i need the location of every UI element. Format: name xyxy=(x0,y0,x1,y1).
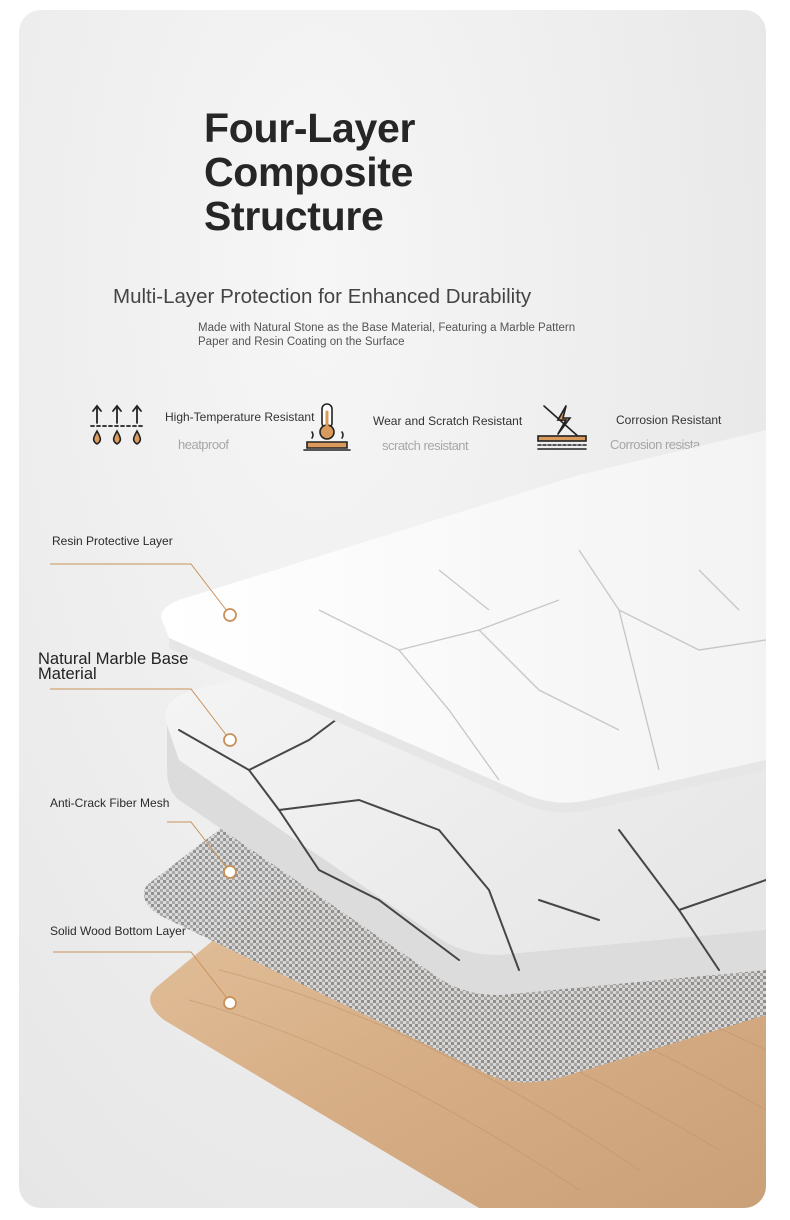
label-marble-layer xyxy=(38,652,188,682)
label-resin-layer: Resin Protective Layer xyxy=(52,534,173,548)
label-marble-line-2: Material xyxy=(38,665,97,683)
layers-illustration xyxy=(19,10,766,1208)
feature-label-corrosion: Corrosion Resistant xyxy=(616,413,722,427)
title-line-1: Four-Layer xyxy=(204,105,416,151)
feature-label-heat: High-Temperature Resistant xyxy=(165,410,315,424)
label-wood-layer: Solid Wood Bottom Layer xyxy=(50,924,186,938)
feature-label-wear: Wear and Scratch Resistant xyxy=(373,414,523,428)
callout-dot-wood xyxy=(224,997,236,1009)
description: Made with Natural Stone as the Base Material, Featuring a Marble Pattern Paper and Resin Coating on the Surface xyxy=(198,322,576,348)
product-card xyxy=(19,10,766,1208)
callout-dot-marble xyxy=(224,734,236,746)
title-line-2: Composite xyxy=(204,149,414,195)
subtitle: Multi-Layer Protection for Enhanced Durability xyxy=(113,285,532,308)
feature-ghost-wear: scratch resistant xyxy=(382,438,469,453)
feature-ghost-heat: heatproof xyxy=(178,437,229,452)
feature-ghost-corrosion: Corrosion resista xyxy=(610,437,700,452)
label-marble-line-1: Natural Marble Base xyxy=(38,650,189,668)
label-mesh-layer: Anti-Crack Fiber Mesh xyxy=(50,796,170,810)
callout-dot-mesh xyxy=(224,866,236,878)
callout-dot-resin xyxy=(224,609,236,621)
title-line-3: Structure xyxy=(204,193,384,239)
